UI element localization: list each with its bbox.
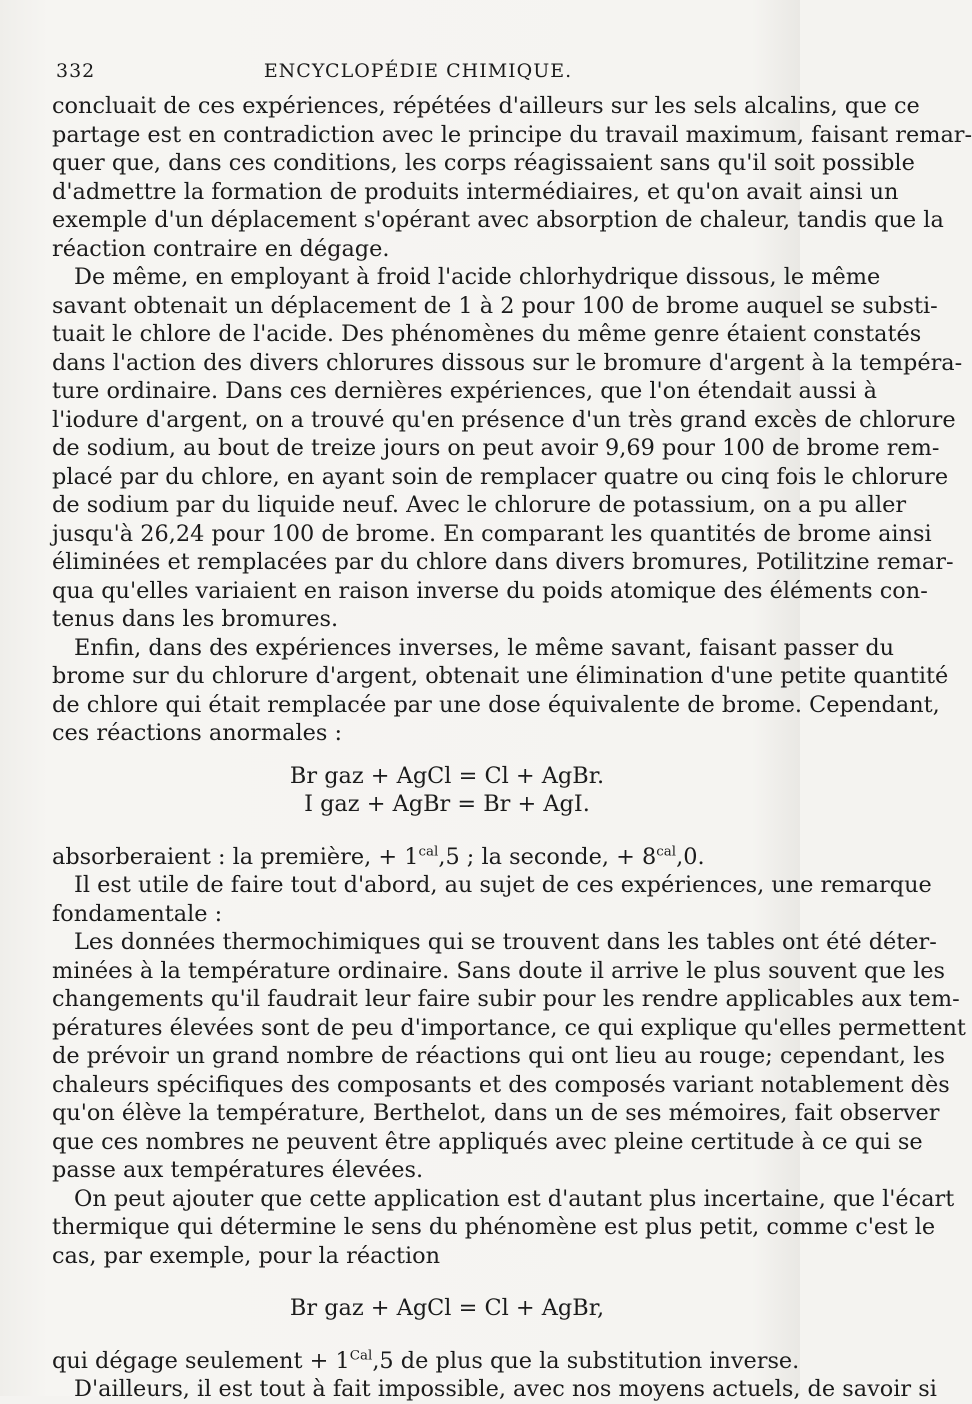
text-line: brome sur du chlorure d'argent, obtenait une élimination d'une petite quantité [52, 663, 949, 689]
text-line: De même, en employant à froid l'acide chlorhydrique dissous, le même [74, 264, 881, 290]
text-line: quer que, dans ces conditions, les corps réagissaient sans qu'il soit possible [52, 150, 915, 176]
text-line: de prévoir un grand nombre de réactions qui ont lieu au rouge; cependant, les [52, 1043, 945, 1069]
absorb-line: absorberaient : la première, + $1^{cal},5$ ; la seconde, + $8^{cal},0$. [52, 843, 705, 870]
text-line: tenus dans les bromures. [52, 606, 339, 632]
paragraph [52, 871, 932, 928]
text-line: fondamentale : [52, 900, 223, 927]
text-line: l'iodure d'argent, on a trouvé qu'en présence d'un très grand excès de chlorure [52, 406, 956, 433]
page-number: 332 [56, 60, 96, 82]
formula-line: Br gaz + AgCl = Cl + AgBr. [289, 762, 605, 789]
paragraph [52, 928, 966, 1185]
text-line: jusqu'à 26,24 pour 100 de brome. En comparant les quantités de brome ainsi [52, 520, 932, 547]
text-line: tuait le chlore de l'acide. Des phénomènes du même genre étaient constatés [52, 321, 922, 347]
text-line: de chlore qui était remplacée par une dose équivalente de brome. Cependant, [52, 691, 940, 718]
text-line: dans l'action des divers chlorures dissous sur le bromure d'argent à la tempéra- [52, 349, 963, 376]
formula-line: I gaz + AgBr = Br + AgI. [304, 791, 590, 817]
text-line: passe aux températures élevées. [52, 1157, 424, 1183]
text-line: ture ordinaire. Dans ces dernières expériences, que l'on étendait aussi à [52, 378, 877, 404]
text-line: d'admettre la formation de produits intermédiaires, et qu'on avait ainsi un [52, 178, 899, 205]
text-line: Enfin, dans des expériences inverses, le même savant, faisant passer du [74, 634, 895, 661]
page-header [56, 60, 750, 90]
text-line: placé par du chlore, en ayant soin de remplacer quatre ou cinq fois le chlorure [52, 463, 949, 490]
text-line: concluait de ces expériences, répétées d'ailleurs sur les sels alcalins, que ce [52, 93, 920, 119]
paragraph [52, 92, 972, 263]
paragraph [52, 263, 963, 634]
paragraph [52, 1185, 955, 1271]
text-line: thermique qui détermine le sens du phénomène est plus petit, comme c'est le [52, 1214, 936, 1240]
text-line: ces réactions anormales : [52, 720, 343, 746]
text-line: qu'on élève la température, Berthelot, dans un de ses mémoires, fait observer [52, 1100, 940, 1126]
text-line: Il est utile de faire tout d'abord, au sujet de ces expériences, une remarque [74, 872, 932, 898]
text-line: qua qu'elles variaient en raison inverse du poids atomique des éléments con- [52, 577, 928, 604]
text-line: chaleurs spécifiques des composants et des composés variant notablement dès [52, 1071, 950, 1098]
text-line: exemple d'un déplacement s'opérant avec absorption de chaleur, tandis que la [52, 207, 944, 233]
text-line: pératures élevées sont de peu d'importance, ce qui explique qu'elles permettent [52, 1014, 966, 1041]
final-line: D'ailleurs, il est tout à fait impossible, avec nos moyens actuels, de savoir si [74, 1376, 937, 1402]
text-line: changements qu'il faudrait leur faire subir pour les rendre applicables aux tem- [52, 986, 960, 1012]
text-line: savant obtenait un déplacement de 1 à 2 pour 100 de brome auquel se substi- [52, 292, 938, 319]
text-line: réaction contraire en dégage. [52, 235, 390, 262]
paragraph-group-1 [52, 92, 972, 748]
text-line: Les données thermochimiques qui se trouvent dans les tables ont été déter- [74, 929, 937, 955]
text-line: que ces nombres ne peuvent être appliqués avec pleine certitude à ce qui se [52, 1128, 923, 1155]
paragraph [52, 634, 949, 748]
text-line: éliminées et remplacées par du chlore dans divers bromures, Potilitzine remar- [52, 549, 954, 575]
final-line: qui dégage seulement + $1^{Cal},5$ de plus que la substitution inverse. [52, 1347, 800, 1374]
text-line: On peut ajouter que cette application est d'autant plus incertaine, que l'écart [74, 1185, 955, 1212]
text-line: cas, par exemple, pour la réaction [52, 1242, 441, 1269]
paragraph-group-2 [52, 871, 966, 1270]
text-line: minées à la température ordinaire. Sans doute il arrive le plus souvent que les [52, 957, 946, 984]
text-line: partage est en contradiction avec le principe du travail maximum, faisant remar- [52, 121, 972, 148]
running-title: ENCYCLOPÉDIE CHIMIQUE. [263, 60, 573, 82]
text-line: de sodium, au bout de treize jours on peut avoir 9,69 pour 100 de brome rem- [52, 435, 940, 461]
page-body [52, 92, 972, 1404]
formula-line: Br gaz + AgCl = Cl + AgBr, [289, 1295, 605, 1321]
text-line: de sodium par du liquide neuf. Avec le chlorure de potassium, on a pu aller [52, 492, 907, 518]
